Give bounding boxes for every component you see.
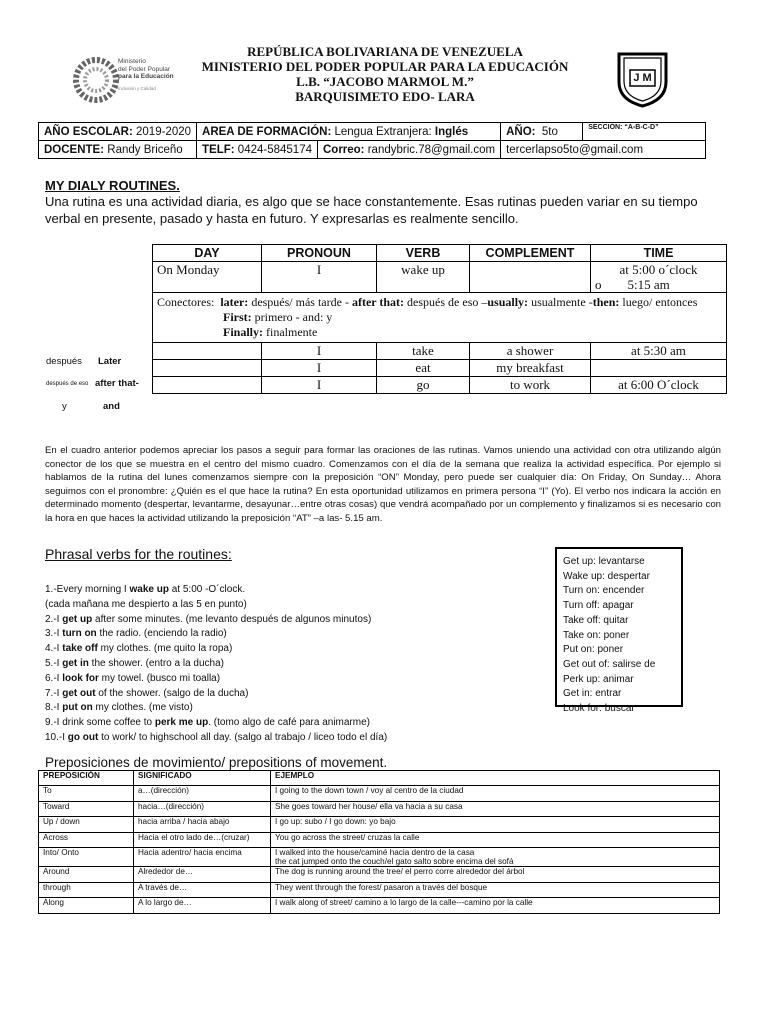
glossary-item: Turn on: encender <box>563 585 645 597</box>
conn-finally-t: finalmente <box>263 325 318 339</box>
prep-row: Toward hacia…(dirección) She goes toward her house/ ella va hacia a su casa <box>39 801 720 817</box>
grade-label: AÑO: <box>506 125 536 138</box>
email-value[interactable]: randybric.78@gmail.com <box>367 143 496 156</box>
prep-row: To a…(dirección) I going to the down town / voy al centro de la ciudad <box>39 786 720 802</box>
logo-text-2: del Poder Popular <box>118 65 171 73</box>
conn-usually: usually: <box>487 295 529 309</box>
school-crest <box>615 48 670 108</box>
prep-row: Along A lo largo de… I walk along of street/ camino a lo largo de la calle---camino por la calle <box>39 898 720 914</box>
glossary-item: Get in: entrar <box>563 688 622 700</box>
cell-day: On Monday <box>153 262 262 293</box>
phone-value: 0424-5845174 <box>237 143 312 156</box>
col-verb: VERB <box>377 245 470 262</box>
row1-time: at 5:30 am <box>591 343 727 360</box>
col-complement: COMPLEMENT <box>470 245 591 262</box>
phrasal-item: 8.-I put on my clothes. (me visto) <box>45 702 193 714</box>
conn-finally: Finally: <box>223 325 264 339</box>
logo-text-3: para la Educación <box>118 73 174 80</box>
routine-explanation: En el cuadro anterior podemos apreciar los pasos a seguir para formar las oraciones de las rutinas. Vamos uniendo una actividad con otra utilizando algún conector de los que se muestra en el centro del mismo cuadro. Comenzamos con el día de la semana que realiza la actividad específica. Por ejemplo si hablamos de la rutina del lunes comenzamos siempre con la preposición “ON” Monday, pero puede ser cualquier día: On Friday, On Sunday… Ahora seguimos con el pronombre: ¿Quién es el que hace la rutina? En esta oportunidad utilizamos en primera persona “I” (Yo). El verbo nos indicara la acción en determinado momento (despertar, levantarme, desayunar…entre otras cosas) que vendrá acompañado por un complemento y finalizamos si es necesario con la hora en que haces la actividad utilizando la preposición “AT” –a las- 5.15 am. <box>45 445 721 524</box>
conn-then: then: <box>592 295 620 309</box>
prepositions-table <box>38 770 720 914</box>
conn-first: First: <box>223 310 252 324</box>
conn-later-t: después/ más tarde - <box>248 295 352 309</box>
glossary-item: Put on: poner <box>563 644 624 656</box>
routine-table <box>152 244 727 394</box>
time-1: at 5:00 o´clock <box>619 262 698 277</box>
logo-text-4: Inclusión y Calidad <box>118 85 156 91</box>
col-meaning: SIGNIFICADO <box>134 771 271 786</box>
glossary-item: Look for: buscar <box>563 703 635 715</box>
conn-then-t: luego/ entonces <box>619 295 698 309</box>
conn-first-t: primero - and: y <box>251 310 333 324</box>
routine-row <box>153 360 727 377</box>
section-value: SECCIÓN: “A-B-C-D” <box>583 123 706 141</box>
phrasal-item: 6.-I look for my towel. (busco mi toalla) <box>45 672 221 684</box>
side-3a: y <box>62 401 67 412</box>
conn-label: Conectores: <box>157 295 215 309</box>
glossary-item: Take on: poner <box>563 629 630 641</box>
row3-pronoun: I <box>262 377 377 394</box>
phrasal-item: 3.-I turn on the radio. (enciendo la radio) <box>45 628 227 640</box>
phrasal-title: Phrasal verbs for the routines: <box>45 546 232 562</box>
side-1b: Later <box>98 356 122 367</box>
ministry-logo-icon <box>72 56 120 104</box>
phrasal-item: 2.-I get up after some minutes. (me levanto después de algunos minutos) <box>45 613 372 625</box>
col-day: DAY <box>153 245 262 262</box>
phrasal-item: 10.-I go out to work/ to highschool all day. (salgo al trabajo / liceo todo el día) <box>45 731 388 743</box>
teacher-label: DOCENTE: <box>44 143 105 156</box>
crest-letters: J M <box>633 72 652 84</box>
prep-header-row <box>39 771 720 786</box>
routine-row-first <box>153 262 727 293</box>
cell-verb: wake up <box>377 262 470 293</box>
col-example: EJEMPLO <box>271 771 720 786</box>
row1-complement: a shower <box>470 343 591 360</box>
phrasal-glossary-box <box>555 547 683 715</box>
prep-row: Across Hacia el otro lado de…(cruzar) You go across the street/ cruzas la calle <box>39 832 720 848</box>
header-line-4: BARQUISIMETO EDO- LARA <box>295 89 475 104</box>
row3-complement: to work <box>470 377 591 394</box>
routine-header-row <box>153 245 727 262</box>
phrasal-item: (cada mañana me despierto a las 5 en punto) <box>45 598 247 610</box>
prep-row: Up / down hacia arriba / hacia abajo I go up: subo / I go down: yo bajo <box>39 817 720 833</box>
glossary-item: Take off: quitar <box>563 614 629 626</box>
connectors-cell <box>153 293 727 343</box>
side-1a: después <box>46 356 82 367</box>
year-label: AÑO ESCOLAR: <box>44 125 133 138</box>
area-value: Lengua Extranjera: <box>334 125 432 138</box>
routine-row <box>153 377 727 394</box>
glossary-item: Perk up: animar <box>563 673 634 685</box>
col-preposition: PREPOSICIÓN <box>39 771 134 786</box>
row2-time <box>591 360 727 377</box>
logo-text-1: Ministerio <box>118 58 146 65</box>
glossary-item: Turn off: apagar <box>563 600 634 612</box>
conn-usually-t: usualmente - <box>528 295 593 309</box>
glossary-item: Get up: levantarse <box>563 556 645 567</box>
email-label: Correo: <box>322 143 365 156</box>
row2-verb: eat <box>377 360 470 377</box>
phrasal-item: 4.-I take off my clothes. (me quito la ropa) <box>45 643 233 655</box>
prep-row: through A través de… They went through the forest/ pasaron a través del bosque <box>39 882 720 898</box>
prep-row: Into/ Onto Hacia adentro/ hacia encima I walked into the house/caminé hacia dentro de la casa the cat jumped onto the couch/el gato salto sobre encima del sofá <box>39 848 720 867</box>
conn-after-t: después de eso – <box>404 295 488 309</box>
header-line-1: REPÚBLICA BOLIVARIANA DE VENEZUELA <box>247 44 523 59</box>
cell-pronoun: I <box>262 262 377 293</box>
col-pronoun: PRONOUN <box>262 245 377 262</box>
prep-row: Around Alrededor de… The dog is running around the tree/ el perro corre alrededor del árbol <box>39 867 720 883</box>
phrasal-item: 7.-I get out of the shower. (salgo de la ducha) <box>45 687 249 699</box>
cell-time <box>591 262 727 293</box>
phrasal-item: 5.-I get in the shower. (entro a la ducha) <box>45 657 224 669</box>
phrasal-item: 1.-Every morning I wake up at 5:00 -O´clock. <box>45 584 246 595</box>
row2-pronoun: I <box>262 360 377 377</box>
conn-after: after that: <box>351 295 405 309</box>
row3-verb: go <box>377 377 470 394</box>
cell-complement <box>470 262 591 293</box>
teacher-value: Randy Briceño <box>107 143 183 156</box>
connectors-row <box>153 293 727 343</box>
header-line-3: L.B. “JACOBO MARMOL M.” <box>296 74 474 89</box>
routines-intro: Una rutina es una actividad diaria, es algo que se hace constantemente. Esas rutinas pueden variar en su tiempo verbal en presente, pasado y hasta en futuro. Y expresarlas es realmente sencillo. <box>45 194 698 226</box>
routines-title: MY DIALY ROUTINES. <box>45 178 180 193</box>
glossary-item: Wake up: despertar <box>563 570 650 582</box>
glossary-item: Get out of: salirse de <box>563 658 656 670</box>
col-time: TIME <box>591 245 727 262</box>
year-value: 2019-2020 <box>136 125 192 138</box>
institution-header <box>160 44 610 104</box>
row2-complement: my breakfast <box>470 360 591 377</box>
row1-verb: take <box>377 343 470 360</box>
side-3b: and <box>103 401 120 412</box>
header-line-2: MINISTERIO DEL PODER POPULAR PARA LA EDUCACIÓN <box>201 59 569 74</box>
phrasal-item: 9.-I drink some coffee to perk me up. (tomo algo de café para animarme) <box>45 717 370 729</box>
row3-time: at 6:00 O´clock <box>591 377 727 394</box>
email-secondary[interactable]: tercerlapso5to@gmail.com <box>501 141 706 159</box>
side-2b: after that- <box>95 378 139 389</box>
time-2: 5:15 am <box>627 277 670 292</box>
conn-later: later: <box>220 295 249 309</box>
prepositions-title: Preposiciones de movimiento/ prepositions of movement. <box>45 755 388 770</box>
phrasal-list <box>45 583 545 746</box>
time-o: o <box>595 277 602 292</box>
side-connector-1 <box>46 356 82 367</box>
phone-label: TELF: <box>202 143 235 156</box>
side-2a: después de eso <box>46 381 89 387</box>
area-subject: Inglés <box>434 125 469 138</box>
course-info-table <box>38 122 706 159</box>
row1-pronoun: I <box>262 343 377 360</box>
routine-row <box>153 343 727 360</box>
area-label: AREA DE FORMACIÓN: <box>202 125 332 138</box>
grade-value: 5to <box>541 125 558 138</box>
